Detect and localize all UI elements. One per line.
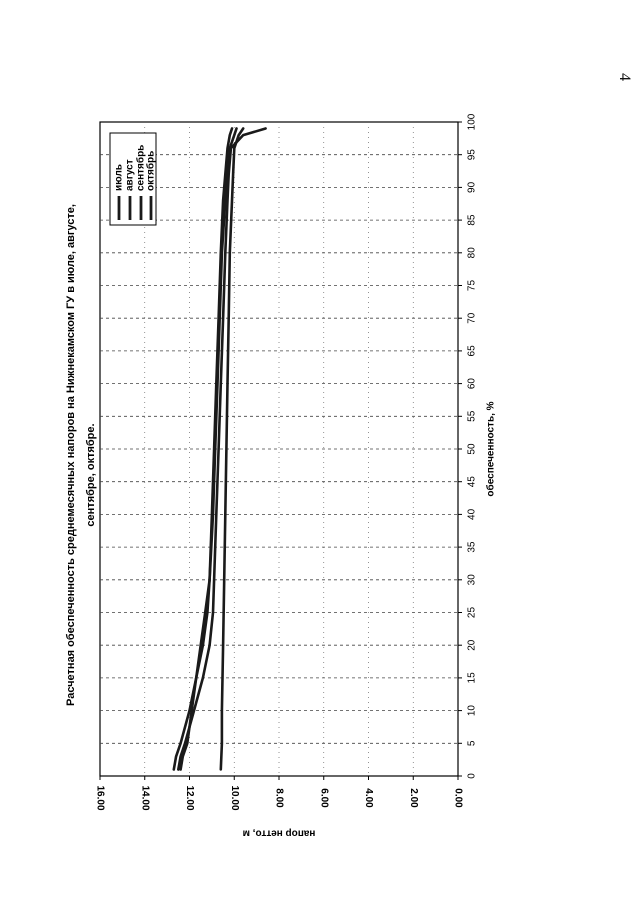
chart-title-line-2: сентябре, октябре. [85, 423, 97, 527]
x-tick-label: 45 [466, 476, 478, 488]
x-tick-label: 15 [466, 672, 478, 684]
x-tick-label: 30 [466, 574, 478, 586]
x-tick-label: 70 [466, 312, 478, 324]
page-number: 4 [616, 73, 633, 81]
y-tick-label: 10.00 [228, 785, 240, 811]
x-tick-label: 65 [466, 345, 478, 357]
legend-label-3: сентябрь [135, 144, 147, 191]
x-tick-label: 25 [466, 606, 478, 619]
y-tick-label: 2.00 [407, 788, 419, 808]
legend-label-2: август [124, 159, 136, 191]
y-tick-label: 0.00 [452, 788, 464, 808]
x-tick-label: 10 [466, 705, 478, 717]
y-tick-label: 14.00 [139, 785, 151, 811]
y-axis-title: напор нетто, м [242, 827, 316, 839]
x-tick-label: 20 [466, 639, 478, 651]
x-tick-label: 35 [466, 541, 478, 553]
x-tick-label: 50 [466, 443, 478, 455]
legend-label-1: июль [113, 164, 125, 191]
x-tick-label: 60 [466, 378, 478, 390]
x-tick-label: 100 [466, 113, 478, 131]
x-tick-label: 85 [466, 214, 478, 226]
x-tick-label: 90 [466, 181, 478, 193]
y-tick-label: 4.00 [363, 788, 374, 808]
x-tick-label: 5 [466, 740, 478, 747]
x-tick-label: 95 [466, 149, 478, 161]
y-tick-label: 8.00 [273, 788, 285, 808]
x-axis-title: обеспеченность, % [485, 401, 497, 497]
x-tick-label: 55 [466, 410, 478, 422]
x-tick-label: 80 [466, 247, 478, 259]
y-tick-label: 6.00 [318, 788, 330, 808]
chart-title-line-1: Расчетная обеспеченность среднемесячных напоров на Нижнекамском ГУ в июле, августе, [65, 204, 77, 706]
legend-label-4: октябрь [145, 150, 157, 191]
x-tick-label: 0 [466, 773, 478, 779]
y-tick-label: 12.00 [184, 785, 195, 811]
x-tick-label: 75 [466, 279, 478, 292]
y-tick-label: 16.00 [94, 785, 106, 811]
x-tick-label: 40 [466, 508, 478, 520]
